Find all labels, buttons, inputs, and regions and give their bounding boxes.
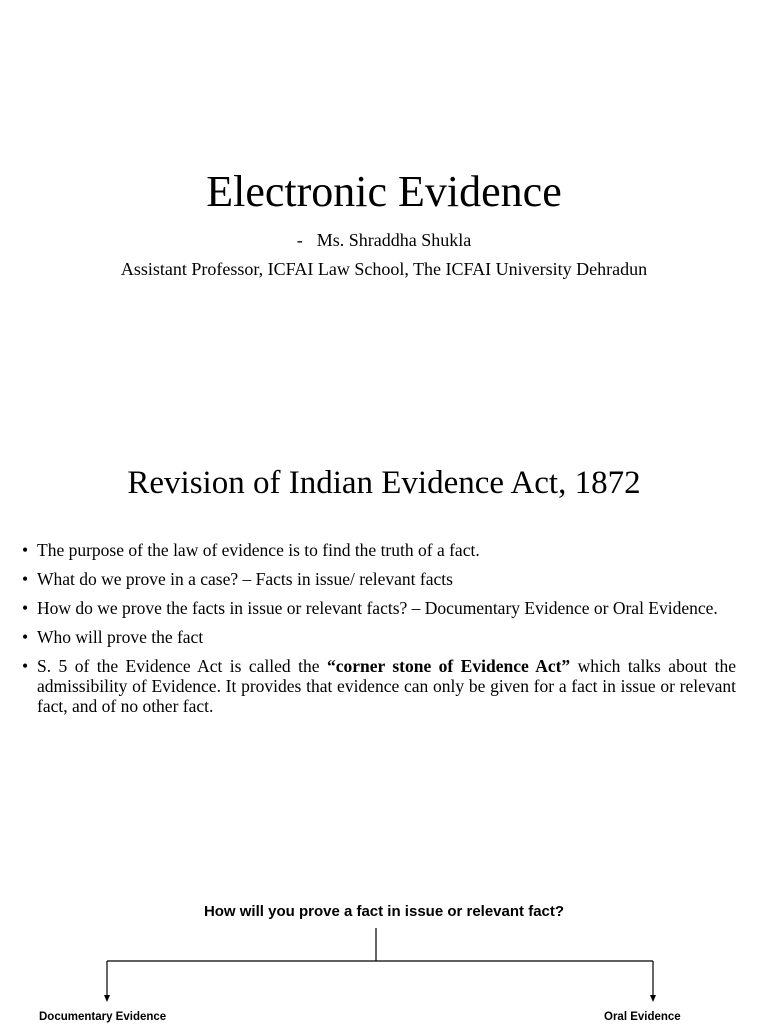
- author-dash: -: [296, 230, 303, 250]
- flowchart-question: How will you prove a fact in issue or relevant fact?: [203, 903, 565, 920]
- bullet-icon: •: [22, 627, 29, 647]
- flowchart-connectors: [0, 860, 768, 1024]
- bullet-icon: •: [22, 598, 29, 618]
- bullet-list: [22, 540, 736, 725]
- left-arrowhead-icon: [104, 995, 110, 1002]
- bold-phrase: “corner stone of Evidence Act”: [326, 656, 571, 676]
- revision-slide: [0, 410, 768, 790]
- author-name: Ms. Shraddha Shukla: [316, 230, 472, 250]
- bullet-item: • What do we prove in a case? – Facts in issue/ relevant facts: [22, 569, 453, 589]
- flowchart-slide: [0, 860, 768, 1024]
- bullet-icon: •: [22, 569, 29, 589]
- documentary-evidence-node: Documentary Evidence: [39, 1011, 167, 1023]
- bullet-icon: •: [22, 540, 29, 560]
- author-affiliation: Assistant Professor, ICFAI Law School, The ICFAI University Dehradun: [120, 259, 648, 279]
- title-slide: [0, 0, 768, 384]
- bullet-item: • The purpose of the law of evidence is to find the truth of a fact.: [22, 540, 480, 560]
- right-arrowhead-icon: [650, 995, 656, 1002]
- bullet-item: • Who will prove the fact: [22, 627, 204, 647]
- oral-evidence-node: Oral Evidence: [604, 1011, 681, 1023]
- slide-title: Revision of Indian Evidence Act, 1872: [127, 465, 641, 501]
- bullet-icon: •: [22, 656, 29, 676]
- bullet-item: • How do we prove the facts in issue or relevant facts? – Documentary Evidence or Oral Evidence.: [22, 598, 718, 618]
- slide-title: Electronic Evidence: [206, 167, 562, 216]
- bullet-item: • S. 5 of the Evidence Act is called the “corner stone of Evidence Act” which talks about the admissibility of Evidence. It provides that evidence can only be given for a fact in issue or relevant fact, and of no other fact.: [22, 656, 736, 716]
- author-line: [0, 229, 768, 251]
